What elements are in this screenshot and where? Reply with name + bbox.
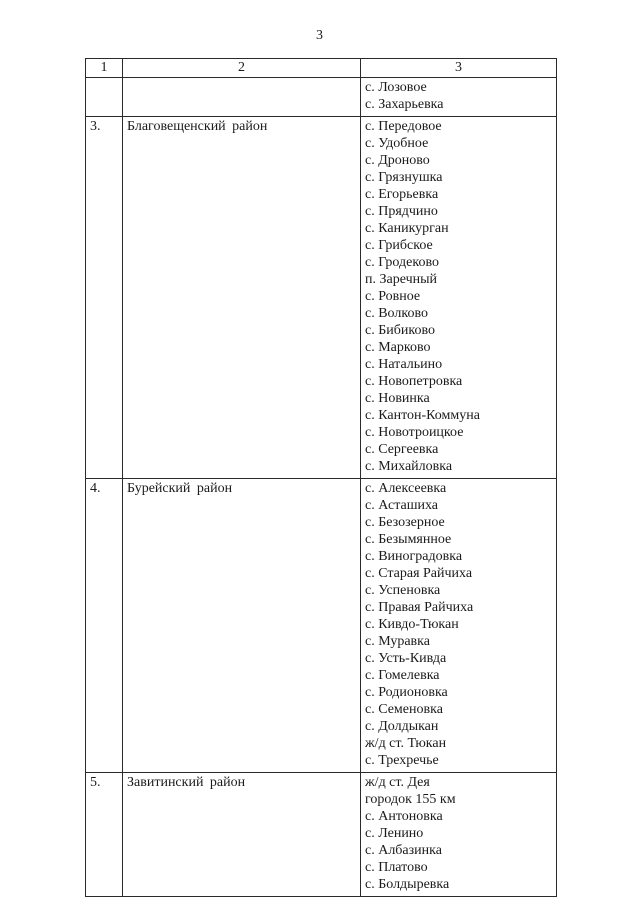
table-body <box>86 78 557 897</box>
table-header-row <box>86 59 557 78</box>
settlement-item: с. Дроново <box>365 153 430 168</box>
settlements-table <box>85 58 557 897</box>
settlement-item: с. Натальино <box>365 357 443 372</box>
settlement-item: с. Трехречье <box>365 753 439 768</box>
settlement-item: с. Новинка <box>365 391 430 406</box>
settlement-item: с. Грязнушка <box>365 170 443 185</box>
settlement-item: с. Новопетровка <box>365 374 463 389</box>
settlement-item: с. Асташиха <box>365 498 438 513</box>
settlement-item: с. Кантон-Коммуна <box>365 408 480 423</box>
settlement-item: ж/д ст. Дея <box>365 775 430 790</box>
column-header-1: 1 <box>86 59 123 78</box>
settlement-item: с. Албазинка <box>365 843 442 858</box>
settlement-item: с. Болдыревка <box>365 877 450 892</box>
settlement-item: с. Безозерное <box>365 515 445 530</box>
table-row <box>86 479 557 773</box>
settlement-list <box>361 78 557 117</box>
settlement-list <box>361 773 557 897</box>
settlement-item: с. Егорьевка <box>365 187 439 202</box>
settlement-item: с. Безымянное <box>365 532 452 547</box>
settlement-item: с. Усть-Кивда <box>365 651 447 666</box>
settlement-item: п. Заречный <box>365 272 438 287</box>
table-row <box>86 117 557 479</box>
settlement-item: с. Передовое <box>365 119 442 134</box>
settlement-item: городок 155 км <box>365 792 456 807</box>
settlement-item: с. Кивдо-Тюкан <box>365 617 459 632</box>
settlement-item: с. Михайловка <box>365 459 453 474</box>
settlement-item: с. Марково <box>365 340 431 355</box>
settlement-item: с. Удобное <box>365 136 429 151</box>
district-name: Бурейский район <box>123 479 361 773</box>
settlement-item: с. Алексеевка <box>365 481 447 496</box>
settlement-item: с. Сергеевка <box>365 442 439 457</box>
column-header-3: 3 <box>361 59 557 78</box>
settlement-item: с. Ровное <box>365 289 421 304</box>
settlement-list <box>361 479 557 773</box>
district-name <box>123 78 361 117</box>
settlement-item: с. Долдыкан <box>365 719 439 734</box>
settlement-item: с. Ленино <box>365 826 424 841</box>
settlement-item: с. Гродеково <box>365 255 439 270</box>
settlement-item: с. Правая Райчиха <box>365 600 474 615</box>
column-header-2: 2 <box>123 59 361 78</box>
settlement-item: с. Бибиково <box>365 323 435 338</box>
page-number: 3 <box>316 28 324 43</box>
settlement-list <box>361 117 557 479</box>
settlement-item: с. Успеновка <box>365 583 441 598</box>
district-name: Благовещенский район <box>123 117 361 479</box>
settlement-item: с. Волково <box>365 306 428 321</box>
settlement-item: с. Муравка <box>365 634 430 649</box>
settlement-item: с. Виноградовка <box>365 549 463 564</box>
row-number: 4. <box>86 479 123 773</box>
settlement-item: с. Гомелевка <box>365 668 440 683</box>
settlement-item: с. Антоновка <box>365 809 443 824</box>
settlement-item: с. Платово <box>365 860 428 875</box>
settlement-item: с. Захарьевка <box>365 97 444 112</box>
table-row <box>86 773 557 897</box>
settlement-item: с. Родионовка <box>365 685 448 700</box>
district-name: Завитинский район <box>123 773 361 897</box>
row-number: 3. <box>86 117 123 479</box>
table-row <box>86 78 557 117</box>
settlement-item: с. Новотроицкое <box>365 425 464 440</box>
settlement-item: с. Грибское <box>365 238 433 253</box>
settlement-item: с. Прядчино <box>365 204 438 219</box>
settlement-item: с. Лозовое <box>365 80 427 95</box>
row-number <box>86 78 123 117</box>
row-number: 5. <box>86 773 123 897</box>
settlement-item: ж/д ст. Тюкан <box>365 736 447 751</box>
settlement-item: с. Семеновка <box>365 702 443 717</box>
settlement-item: с. Каникурган <box>365 221 449 236</box>
settlement-item: с. Старая Райчиха <box>365 566 473 581</box>
